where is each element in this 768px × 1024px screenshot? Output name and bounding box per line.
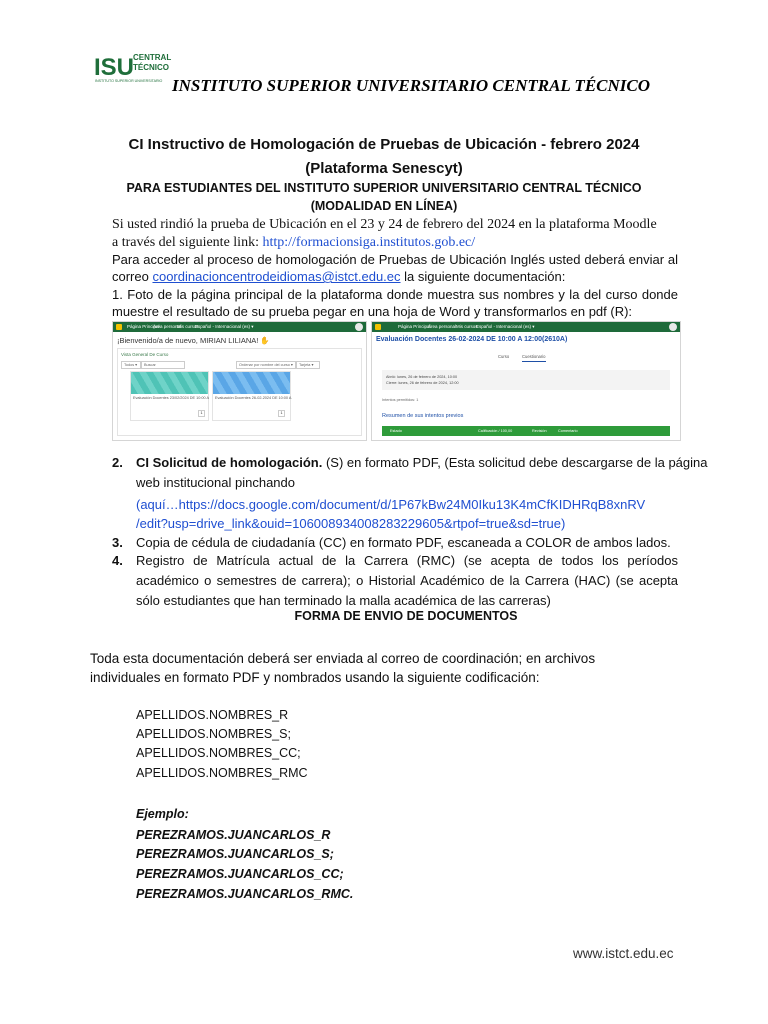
intro-line4 <box>112 268 678 286</box>
attempts-table-header <box>382 426 670 436</box>
intro-line2-text: a través del siguiente link: <box>112 235 263 250</box>
item-2-line1 <box>136 453 708 473</box>
document-subtitle: PARA ESTUDIANTES DEL INSTITUTO SUPERIOR UNIVERSITARIO CENTRAL TÉCNICO <box>126 181 642 195</box>
col-review: Revisión <box>532 429 547 433</box>
naming-code-cc: APELLIDOS.NOMBRES_CC; <box>136 746 301 760</box>
active-tab-indicator <box>522 361 546 362</box>
item-number-3: 3. <box>112 535 123 550</box>
item-4-line1: Registro de Matrícula actual de la Carrera (RMC) (se acepta de todos los períodos <box>136 553 678 568</box>
institution-name: INSTITUTO SUPERIOR UNIVERSITARIO CENTRAL TÉCNICO <box>172 76 651 95</box>
col-state: Estado <box>390 429 402 433</box>
naming-code-s: APELLIDOS.NOMBRES_S; <box>136 727 291 741</box>
nav-item-home: Página Principal <box>127 324 160 329</box>
instructions-line2: individuales en formato PDF y nombrados usando la siguiente codificación: <box>90 670 540 685</box>
quiz-close-date: Cierre: lunes, 26 de febrero de 2024, 12:00 <box>386 381 459 385</box>
moodle-logo-icon <box>375 324 381 330</box>
intro-line4-text: correo <box>112 269 153 284</box>
section-heading-sending: FORMA DE ENVIO DE DOCUMENTOS <box>294 609 518 623</box>
moodle-quiz-screenshot <box>371 321 681 441</box>
intro-line3: Para acceder al proceso de homologación de Pruebas de Ubicación Inglés usted deberá enviar al <box>112 252 678 267</box>
logo-letters: ISU <box>94 54 135 81</box>
course-overview-panel <box>117 348 362 436</box>
nav-item-personal: Área personal <box>153 324 182 329</box>
pager-page: 1 <box>278 410 285 417</box>
course-card-title: Evaluación Docentes 23/02/2024 DE 10:00 A <box>133 396 209 400</box>
attempts-allowed: Intentos permitidos: 1 <box>382 398 419 402</box>
example-label: Ejemplo: <box>136 807 189 821</box>
course-card-image <box>213 372 290 394</box>
institution-logo <box>92 48 172 86</box>
item-2-heading: CI Solicitud de homologación. <box>136 455 323 470</box>
welcome-message <box>117 336 270 345</box>
waving-hand-icon: ✋ <box>260 336 270 345</box>
filter-search: Buscar <box>141 361 185 369</box>
document-subtitle-modality: (MODALIDAD EN LÍNEA) <box>310 199 458 213</box>
logo-line2: TÉCNICO <box>133 63 169 72</box>
item-number-4: 4. <box>112 553 123 568</box>
filter-all: Todos ▾ <box>121 361 141 369</box>
form-download-link-cont[interactable] <box>136 514 678 534</box>
intro-line1: Si usted rindió la prueba de Ubicación en el 23 y 24 de febrero del 2024 en la plataforma Moodle <box>112 217 657 232</box>
course-card-title: Evaluación Docentes 26-02-2024 DE 10:00 A <box>215 396 292 400</box>
coordination-email-link[interactable]: coordinacioncentrodeidiomas@istct.edu.ec <box>152 269 401 284</box>
nav-item-courses: Mis cursos <box>177 324 199 329</box>
moodle-navbar <box>372 322 680 332</box>
panel-title: Vista General De Curso <box>121 352 169 357</box>
footer-website[interactable]: www.istct.edu.ec <box>573 946 674 961</box>
nav-item-home: Página Principal <box>398 324 431 329</box>
attempts-summary-heading: Resumen de sus intentos previos <box>382 413 464 419</box>
nav-item-personal: Área personal <box>428 324 457 329</box>
logo-sub: INSTITUTO SUPERIOR UNIVERSITARIO <box>95 79 163 83</box>
nav-item-language: Español - Internacional (es) ▾ <box>195 324 254 329</box>
example-code-r: PEREZRAMOS.JUANCARLOS_R <box>136 828 331 842</box>
avatar <box>355 323 363 331</box>
item-2-text: (S) en formato PDF, (Esta solicitud debe descargarse de la página <box>322 455 708 470</box>
tab-quiz: Cuestionario <box>522 354 546 359</box>
instructions-line1: Toda esta documentación deberá ser enviada al correo de coordinación; en archivos <box>90 651 596 666</box>
intro-line6: muestre el resultado de su prueba pegar en una hoja de Word y transformarlos en pdf (R): <box>112 304 633 319</box>
example-code-cc: PEREZRAMOS.JUANCARLOS_CC; <box>136 867 344 881</box>
item-4-line2: académico o semestres de carrera); o Historial Académico de la Carrera (HAC) (se acepta <box>136 573 678 588</box>
example-code-rmc: PEREZRAMOS.JUANCARLOS_RMC. <box>136 887 354 901</box>
form-link-part1[interactable]: (aquí…https://docs.google.com/document/d/1P67kBw24M0Iku13K4mCfKIDHRqB8xnRV <box>136 497 646 512</box>
col-grade: Calificación / 100,00 <box>478 429 513 433</box>
logo-line1: CENTRAL <box>133 53 172 62</box>
naming-code-rmc: APELLIDOS.NOMBRES_RMC <box>136 766 308 780</box>
intro-line5: 1. Foto de la página principal de la plataforma donde muestra sus nombres y la del curso donde <box>112 287 678 302</box>
filter-view: Tarjeta ▾ <box>296 361 320 369</box>
nav-item-courses: Mis cursos <box>456 324 478 329</box>
quiz-open-date: Abrió: lunes, 26 de febrero de 2024, 10:00 <box>386 375 458 379</box>
form-download-link[interactable] <box>136 495 678 515</box>
course-card-image <box>131 372 208 394</box>
naming-code-r: APELLIDOS.NOMBRES_R <box>136 708 289 722</box>
intro-line2 <box>112 234 678 252</box>
quiz-title: Evaluación Docentes 26-02-2024 DE 10:00 A 12:00(2610A) <box>376 336 568 343</box>
filter-sort: Ordenar por nombre del curso ▾ <box>236 361 296 369</box>
moodle-logo-icon <box>116 324 122 330</box>
item-3-text: Copia de cédula de ciudadanía (CC) en formato PDF, escaneada a COLOR de ambos lados. <box>136 535 671 550</box>
nav-item-language: Español - Internacional (es) ▾ <box>476 324 535 329</box>
welcome-text: ¡Bienvenido/a de nuevo, MIRIAN LILIANA! <box>117 336 259 345</box>
intro-line4-end: la siguiente documentación: <box>400 269 566 284</box>
form-link-part2[interactable]: /edit?usp=drive_link&ouid=106008934008283229605&rtpof=true&sd=true) <box>136 516 566 531</box>
col-comment: Comentario <box>558 429 578 433</box>
quiz-dates <box>382 370 670 390</box>
example-code-s: PEREZRAMOS.JUANCARLOS_S; <box>136 847 334 861</box>
item-4-line3: sólo estudiantes que han terminado la malla académica de las carreras) <box>136 593 551 608</box>
tab-course: Curso <box>498 354 510 359</box>
avatar <box>669 323 677 331</box>
item-number-2: 2. <box>112 455 123 470</box>
item-2-line2: web institucional pinchando <box>136 475 295 490</box>
document-title: CI Instructivo de Homologación de Pruebas de Ubicación - febrero 2024 <box>128 136 640 153</box>
moodle-dashboard-screenshot <box>112 321 367 441</box>
pager-page: 1 <box>198 410 205 417</box>
moodle-navbar <box>113 322 366 332</box>
moodle-link[interactable]: http://formacionsiga.institutos.gob.ec/ <box>262 235 476 250</box>
document-title-line2: (Plataforma Senescyt) <box>305 160 463 177</box>
